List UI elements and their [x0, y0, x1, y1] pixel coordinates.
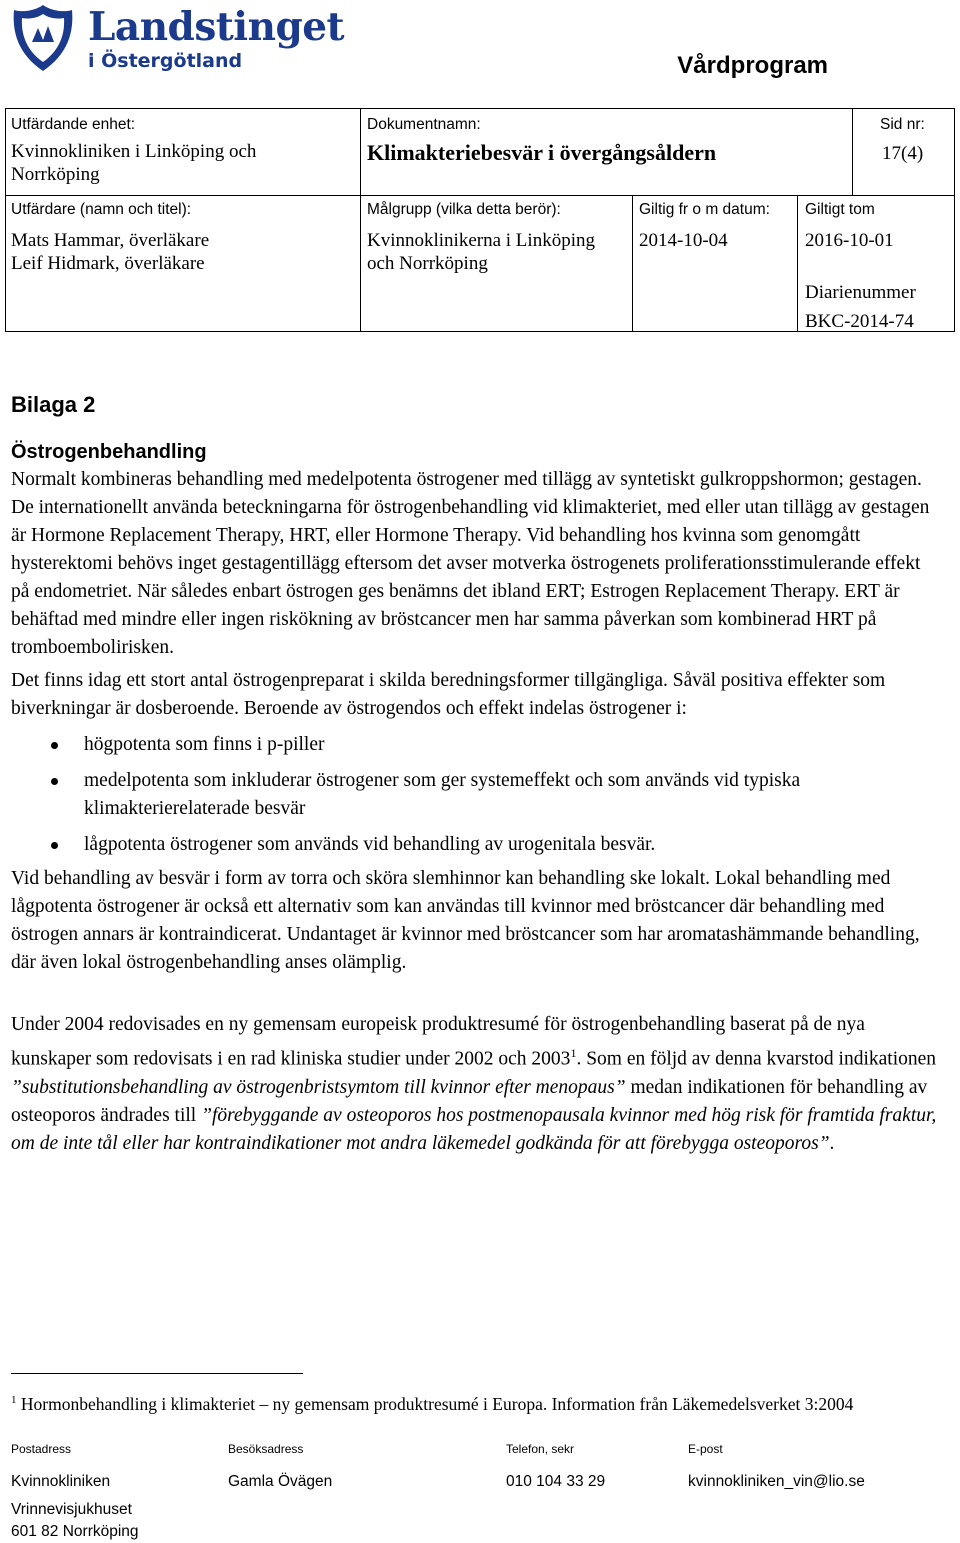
potency-list — [11, 731, 941, 859]
page-number: 17(4) — [882, 143, 924, 164]
document-name: Klimakteriebesvär i övergångsåldern — [367, 140, 717, 165]
postal-label: Postadress — [11, 1442, 72, 1456]
organization-logo — [8, 2, 345, 74]
section-heading: Östrogenbehandling — [11, 441, 207, 463]
docname-label: Dokumentnamn: — [367, 116, 481, 133]
author-2: Leif Hidmark, överläkare — [11, 253, 205, 274]
footnote-separator — [11, 1373, 303, 1374]
author-label: Utfärdare (namn och titel): — [11, 201, 192, 218]
paragraph-2: Det finns idag ett stort antal östrogenpreparat i skilda beredningsformer tillgängliga. Såväl positiva effekter som biverkningar är dosberoende. Beroende av östrogendos och effekt indelas östrogener i: — [11, 670, 886, 719]
issuer-line-2: Norrköping — [11, 164, 100, 185]
footer-phone — [506, 1441, 605, 1493]
target-line-2: och Norrköping — [367, 253, 488, 274]
document-type: Vårdprogram — [677, 52, 828, 79]
footnote-text: Hormonbehandling i klimakteriet – ny gemensam produktresumé i Europa. Information från Läkemedelsverket 3:2004 — [16, 1393, 854, 1414]
postal-line-3: 601 82 Norrköping — [11, 1523, 139, 1540]
bullet-icon — [51, 842, 58, 849]
postal-line-1: Kvinnokliniken — [11, 1473, 111, 1490]
diary-number: BKC-2014-74 — [805, 311, 914, 332]
appendix-heading: Bilaga 2 — [11, 392, 96, 417]
bullet-icon — [51, 778, 58, 785]
visit-address: Gamla Övägen — [228, 1473, 333, 1490]
target-line-1: Kvinnoklinikerna i Linköping — [367, 230, 595, 251]
phone-number: 010 104 33 29 — [506, 1473, 606, 1490]
list-item: högpotenta som finns i p-piller — [11, 731, 941, 759]
logo-name: Landstinget — [88, 4, 345, 50]
footnote-reference: 1 — [570, 1046, 577, 1060]
bullet-icon — [51, 742, 58, 749]
target-label: Målgrupp (vilka detta berör): — [367, 201, 561, 218]
document-meta-table — [5, 108, 955, 332]
document-body — [11, 392, 941, 1158]
footer-visit — [228, 1441, 332, 1493]
page-label: Sid nr: — [880, 116, 925, 133]
author-1: Mats Hammar, överläkare — [11, 230, 210, 251]
valid-from-date: 2014-10-04 — [639, 230, 728, 251]
footer-email — [688, 1441, 865, 1493]
email-label: E-post — [688, 1442, 723, 1456]
phone-label: Telefon, sekr — [506, 1442, 575, 1456]
paragraph-4: Under 2004 redovisades en ny gemensam europeisk produktresumé för östrogenbehandling baserat på de nya kunskaper som redovisats i en rad kliniska studier under 2002 och 2003$^1$. Som en följd av denna kvarstod indikationen ”substitutionsbehandling av östrogenbristsymtom till kvinnor efter menopaus” medan indikationen för behandling av osteoporos ändrades till ”förebyggande av osteoporos hos postmenopausala kvinnor med hög risk för framtida fraktur, om de inte tål eller har kontraindikationer mot andra läkemedel godkända för att förebygga osteoporos”. — [11, 1014, 937, 1154]
footer-postal — [11, 1441, 139, 1543]
paragraph-3: Vid behandling av besvär i form av torra och sköra slemhinnor kan behandling ske lokalt. Lokal behandling med lågpotenta östrogener är också ett alternativ som kan användas till kvinnor med bröstcancer där behandling med östrogen annars är kontraindicerat. Undantaget är kvinnor med bröstcancer som har aromatashämmande behandling, där även lokal östrogenbehandling anses olämplig. — [11, 868, 920, 973]
diary-label: Diarienummer — [805, 282, 916, 303]
list-item: medelpotenta som inkluderar östrogener som ger systemeffekt och som används vid typiska klimakterierelaterade besvär — [11, 767, 941, 823]
logo-subtitle: i Östergötland — [88, 50, 243, 72]
issuer-line-1: Kvinnokliniken i Linköping och — [11, 141, 257, 162]
crest-icon — [8, 2, 78, 74]
valid-from-label: Giltig fr o m datum: — [639, 201, 770, 218]
list-item: lågpotenta östrogener som används vid behandling av urogenitala besvär. — [11, 831, 941, 859]
valid-to-label: Giltigt tom — [805, 201, 875, 218]
valid-to-date: 2016-10-01 — [805, 230, 894, 251]
paragraph-1: Normalt kombineras behandling med medelpotenta östrogener med tillägg av syntetiskt gulkroppshormon; gestagen. De internationellt använda beteckningarna för östrogenbehandling vid klimakteriet, med eller utan tillägg av gestagen är Hormone Replacement Therapy, HRT, eller Hormone Therapy. Vid behandling hos kvinna som genomgått hysterektomi behövs inget gestagentillägg eftersom det avser motverka östrogenets proliferationsstimulerande effekt på endometriet. När således enbart östrogen ges benämns det ibland ERT; Estrogen Replacement Therapy. ERT är behäftad med mindre eller ingen riskökning av bröstcancer men har samma påverkan som kombinerad HRT på tromboembolirisken. — [11, 469, 930, 658]
footnote-number: 1 — [11, 1394, 17, 1406]
footnote — [11, 1388, 941, 1416]
visit-label: Besöksadress — [228, 1442, 304, 1456]
issuer-label: Utfärdande enhet: — [11, 116, 136, 133]
postal-line-2: Vrinnevisjukhuset — [11, 1501, 132, 1518]
email-address: kvinnokliniken_vin@lio.se — [688, 1473, 865, 1490]
